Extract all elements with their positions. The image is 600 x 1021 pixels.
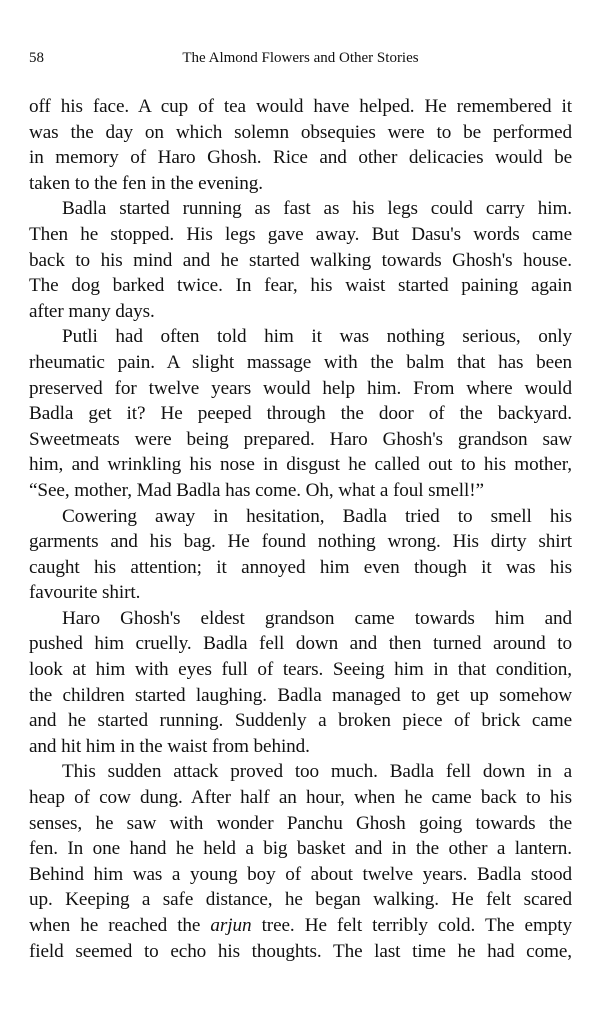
text-line: off his face. A cup of tea would have helped. He remembered it xyxy=(29,96,572,117)
text-line: Sweetmeats were being prepared. Haro Ghosh's grandson saw xyxy=(29,428,572,450)
text-line: when he reached the arjun tree. He felt terribly cold. The empty xyxy=(29,915,573,936)
text-line: him, and wrinkling his nose in disgust he called out to his mother, xyxy=(29,454,572,476)
text-line: in memory of Haro Ghosh. Rice and other delicacies would be xyxy=(29,147,572,169)
text-line: pushed him cruelly. Badla fell down and then turned around to xyxy=(29,633,572,655)
text-line: back to his mind and he started walking towards Ghosh's house. xyxy=(29,249,572,271)
text-line: Cowering away in hesitation, Badla tried to smell his xyxy=(62,505,572,527)
text-line: favourite shirt. xyxy=(29,582,141,604)
text-line: look at him with eyes full of tears. Seeing him in that condition, xyxy=(29,659,572,681)
italic-word: arjun xyxy=(210,915,252,936)
text-line: Putli had often told him it was nothing serious, only xyxy=(62,326,572,348)
text-line: caught his attention; it annoyed him even though it was his xyxy=(29,556,572,578)
page-header xyxy=(29,50,572,72)
text-line: senses, he saw with wonder Panchu Ghosh going towards the xyxy=(29,812,572,834)
text-line: after many days. xyxy=(29,300,155,322)
text-line: Then he stopped. His legs gave away. But Dasu's words came xyxy=(29,223,572,245)
text-line: preserved for twelve years would help him. From where would xyxy=(29,377,572,399)
text-line: The dog barked twice. In fear, his waist started paining again xyxy=(29,275,572,297)
running-title: The Almond Flowers and Other Stories xyxy=(182,50,419,66)
text-line: was the day on which solemn obsequies were to be performed xyxy=(29,121,572,143)
text-line: Badla started running as fast as his legs could carry him. xyxy=(62,198,572,220)
text-line: the children started laughing. Badla managed to get up somehow xyxy=(29,684,572,706)
text-line: garments and his bag. He found nothing wrong. His dirty shirt xyxy=(29,531,572,553)
body-text xyxy=(29,94,572,964)
text-line: This sudden attack proved too much. Badla fell down in a xyxy=(62,761,572,783)
text-line: and he started running. Suddenly a broken piece of brick came xyxy=(29,710,572,732)
text-line: “See, mother, Mad Badla has come. Oh, what a foul smell!” xyxy=(29,479,484,501)
text-line: and hit him in the waist from behind. xyxy=(29,735,310,757)
text-line: taken to the fen in the evening. xyxy=(29,172,263,194)
text-line: Haro Ghosh's eldest grandson came towards him and xyxy=(62,607,572,629)
text-line: up. Keeping a safe distance, he began walking. He felt scared xyxy=(29,889,572,911)
text-line: fen. In one hand he held a big basket and in the other a lantern. xyxy=(29,838,572,860)
text-line: rheumatic pain. A slight massage with the balm that has been xyxy=(29,351,572,373)
text-line: Behind him was a young boy of about twelve years. Badla stood xyxy=(29,863,572,885)
text-line: heap of cow dung. After half an hour, when he came back to his xyxy=(29,787,572,809)
text-line: Badla get it? He peeped through the door of the backyard. xyxy=(29,403,572,425)
text-line: field seemed to echo his thoughts. The last time he had come, xyxy=(29,940,572,962)
page-number: 58 xyxy=(29,50,44,66)
